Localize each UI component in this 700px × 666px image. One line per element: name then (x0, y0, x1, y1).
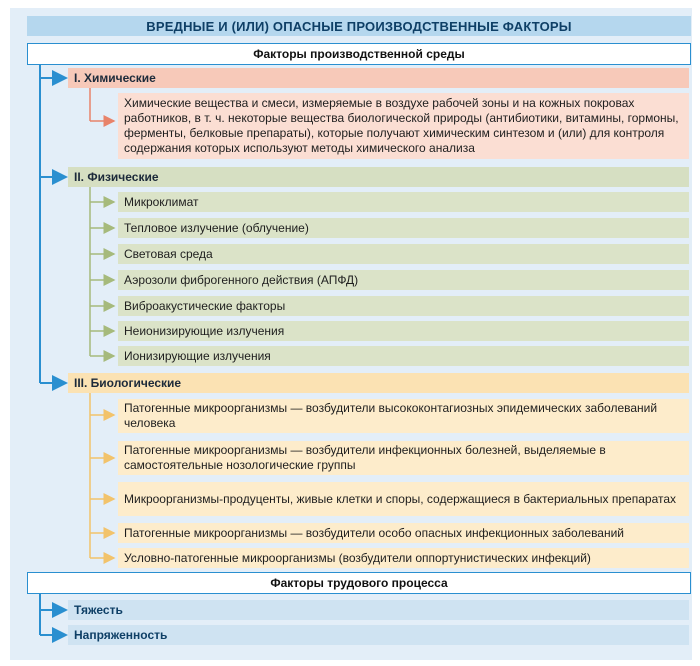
biological-item-producers: Микроорганизмы-продуценты, живые клетки и споры, содержащиеся в бактериальных препаратах (118, 482, 689, 516)
chemical-item: Химические вещества и смеси, измеряемые в воздухе рабочей зоны и на кожных покровах работников, в т. ч. некоторые вещества биологической природы (антибиотики, витамины, гормоны, ферменты, белковые препараты), которые получают химическим синтезом и (или) для контроля содержания которых используют методы химического анализа (118, 93, 689, 159)
physical-item-light-environment: Световая среда (118, 244, 689, 264)
physical-item-nonionizing: Неионизирующие излучения (118, 321, 689, 341)
category-chemical: I. Химические (68, 68, 689, 88)
environment-heading: Факторы производственной среды (27, 43, 691, 65)
physical-item-vibroacoustic: Виброакустические факторы (118, 296, 689, 316)
physical-item-thermal-radiation: Тепловое излучение (облучение) (118, 218, 689, 238)
biological-item-nosological: Патогенные микроорганизмы — возбудители инфекционных болезней, выделяемые в самостоятельные нозологические группы (118, 441, 689, 475)
physical-item-ionizing: Ионизирующие излучения (118, 346, 689, 366)
biological-item-opportunistic: Условно-патогенные микроорганизмы (возбудители оппортунистических инфекций) (118, 548, 689, 568)
labor-heading: Факторы трудового процесса (27, 572, 691, 594)
physical-item-microclimate: Микроклимат (118, 192, 689, 212)
physical-item-aerosols: Аэрозоли фиброгенного действия (АПФД) (118, 270, 689, 290)
labor-item-severity: Тяжесть (68, 600, 689, 620)
labor-item-intensity: Напряженность (68, 625, 689, 645)
category-physical: II. Физические (68, 167, 689, 187)
page-title: ВРЕДНЫЕ И (ИЛИ) ОПАСНЫЕ ПРОИЗВОДСТВЕННЫЕ ФАКТОРЫ (27, 16, 691, 36)
category-biological: III. Биологические (68, 373, 689, 393)
biological-item-epidemic: Патогенные микроорганизмы — возбудители высококонтагиозных эпидемических заболеваний человека (118, 399, 689, 433)
biological-item-dangerous: Патогенные микроорганизмы — возбудители особо опасных инфекционных заболеваний (118, 523, 689, 543)
